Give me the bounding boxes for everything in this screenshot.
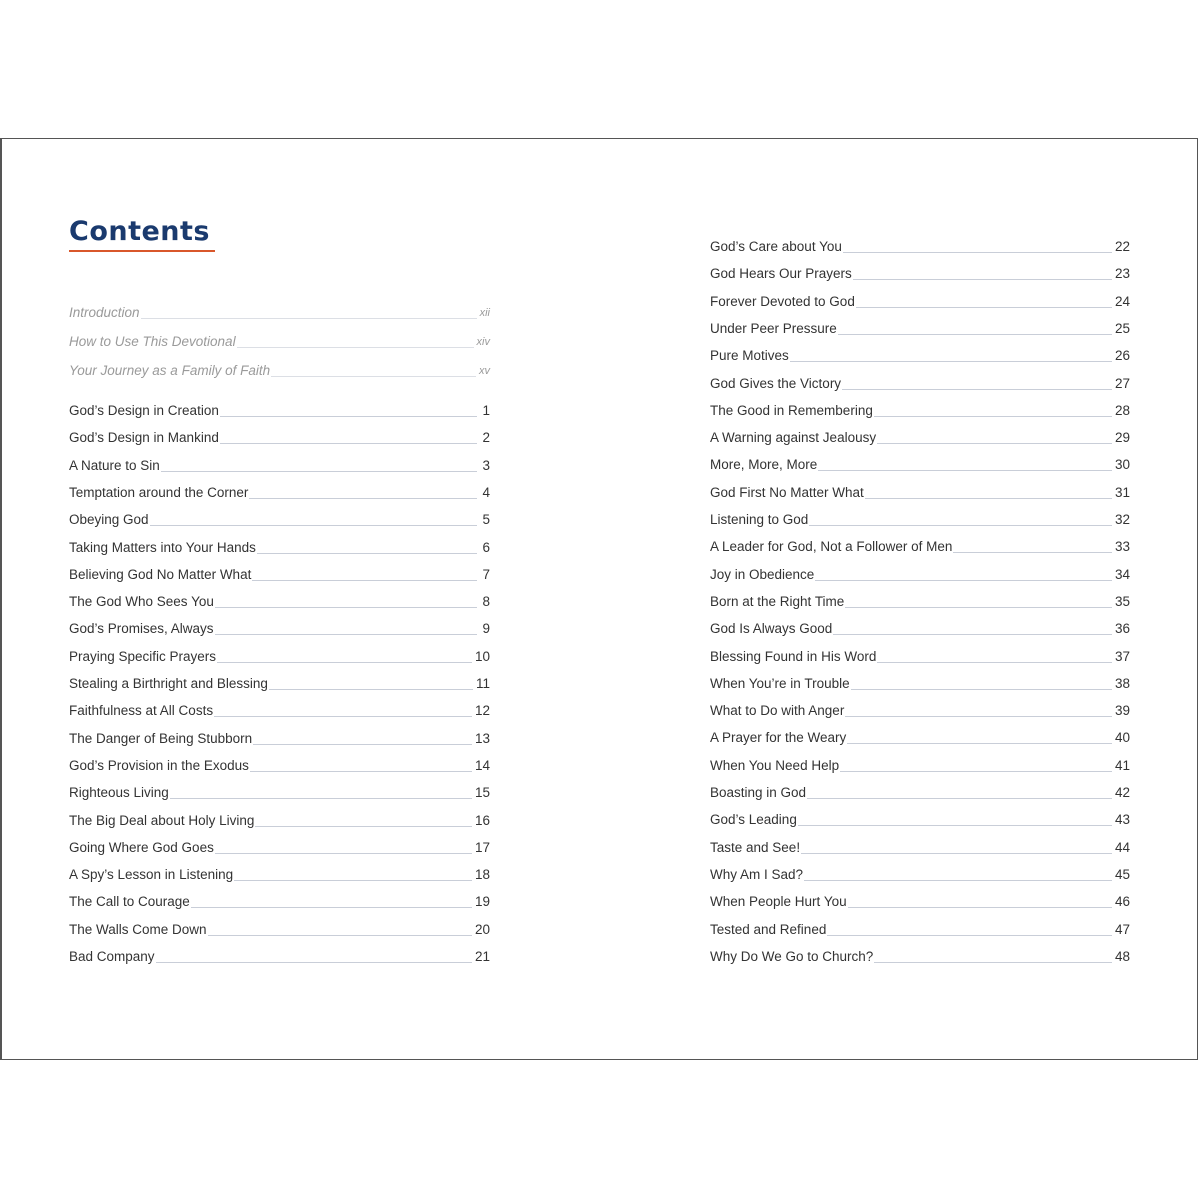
dot-leader: [237, 347, 474, 348]
toc-entry-page: 14: [474, 757, 490, 773]
toc-entry-title: Why Am I Sad?: [710, 866, 804, 882]
toc-entry-title: God’s Design in Creation: [69, 403, 219, 418]
dot-leader: [170, 798, 472, 799]
toc-entry: [69, 946, 490, 966]
toc-entry-page: 5: [482, 512, 490, 528]
toc-entry: [69, 755, 490, 775]
dot-leader: [215, 607, 477, 608]
toc-entry: [69, 728, 490, 748]
toc-entry: [69, 331, 490, 351]
dot-leader: [220, 416, 477, 417]
toc-entry-page: 20: [474, 921, 490, 937]
toc-entry-page: 12: [474, 703, 490, 719]
toc-entry-title: Obeying God: [69, 512, 149, 528]
toc-entry-page: 34: [1114, 566, 1130, 582]
toc-entry: [69, 509, 490, 529]
toc-entry: [710, 727, 1130, 747]
dot-leader: [790, 361, 1112, 362]
toc-entry-title: A Spy’s Lesson in Listening: [69, 867, 234, 883]
dot-leader: [851, 689, 1112, 690]
dot-leader: [843, 252, 1112, 253]
toc-entry-page: 7: [482, 566, 490, 582]
toc-entry: [69, 891, 490, 911]
toc-entry-title: Tested and Refined: [710, 921, 827, 937]
toc-entry-title: Temptation around the Corner: [69, 484, 249, 500]
toc-entry-page: 43: [1114, 812, 1130, 828]
toc-entry-page: 21: [474, 949, 490, 964]
toc-entry: [69, 646, 490, 666]
toc-entry-page: 46: [1114, 894, 1130, 910]
toc-entry-page: 33: [1114, 539, 1130, 555]
toc-entry: [710, 564, 1130, 584]
dot-leader: [953, 552, 1112, 553]
toc-entry-title: God’s Care about You: [710, 239, 842, 254]
toc-entry: [710, 400, 1130, 420]
toc-entry: [710, 946, 1130, 966]
toc-entry-page: 4: [482, 484, 490, 500]
dot-leader: [249, 498, 477, 499]
toc-entry-title: The Danger of Being Stubborn: [69, 730, 253, 746]
dot-leader: [150, 525, 477, 526]
toc-entry: [710, 700, 1130, 720]
dot-leader: [253, 744, 472, 745]
dot-leader: [853, 279, 1112, 280]
toc-entry: [710, 482, 1130, 502]
toc-entry-title: Under Peer Pressure: [710, 320, 837, 336]
toc-entry-title: Taste and See!: [710, 839, 801, 855]
toc-entry: [710, 919, 1130, 939]
toc-entry-title: Bad Company: [69, 949, 155, 964]
dot-leader: [848, 907, 1112, 908]
toc-entry: [710, 891, 1130, 911]
toc-entry-title: God’s Provision in the Exodus: [69, 757, 249, 773]
toc-entry-title: Taking Matters into Your Hands: [69, 539, 256, 555]
toc-entry-page: 2: [482, 430, 490, 446]
toc-entry-page: 22: [1114, 239, 1130, 254]
dot-leader: [234, 880, 472, 881]
dot-leader: [215, 853, 472, 854]
page-title: Contents: [69, 216, 211, 247]
dot-leader: [847, 743, 1112, 744]
toc-entry-title: Righteous Living: [69, 785, 169, 801]
toc-entry: [710, 864, 1130, 884]
toc-entry: [69, 400, 490, 420]
front-matter-list: [69, 302, 490, 382]
toc-entry: [69, 700, 490, 720]
toc-entry: [69, 919, 490, 939]
toc-entry-title: When People Hurt You: [710, 894, 847, 910]
toc-entry-title: Introduction: [69, 305, 140, 320]
toc-entry-title: God’s Design in Mankind: [69, 430, 219, 446]
toc-entry-page: xiv: [476, 336, 490, 348]
dot-leader: [827, 935, 1112, 936]
dot-leader: [255, 826, 472, 827]
toc-entry: [69, 837, 490, 857]
toc-entry-title: Forever Devoted to God: [710, 293, 855, 309]
dot-leader: [257, 553, 477, 554]
toc-entry-page: 36: [1114, 621, 1130, 637]
toc-entry: [710, 373, 1130, 393]
toc-entry: [69, 482, 490, 502]
toc-entry-title: God’s Promises, Always: [69, 621, 214, 637]
dot-leader: [191, 907, 472, 908]
toc-entry-page: 3: [482, 457, 490, 473]
toc-entry-title: God First No Matter What: [710, 484, 864, 500]
dot-leader: [815, 580, 1112, 581]
toc-entry: [69, 673, 490, 693]
dot-leader: [250, 771, 472, 772]
toc-entry-page: 28: [1114, 402, 1130, 418]
dot-leader: [220, 443, 477, 444]
toc-entry: [69, 618, 490, 638]
title-underline: [69, 250, 215, 252]
toc-entry-title: A Nature to Sin: [69, 457, 160, 473]
toc-entry: [710, 236, 1130, 256]
dot-leader: [217, 662, 472, 663]
toc-entry-title: Pure Motives: [710, 348, 789, 364]
dot-leader: [842, 389, 1112, 390]
dot-leader: [271, 376, 476, 377]
toc-entry-page: 27: [1114, 375, 1130, 391]
toc-entry-page: 38: [1114, 675, 1130, 691]
toc-entry: [710, 646, 1130, 666]
toc-entry-title: The Big Deal about Holy Living: [69, 812, 255, 828]
toc-entry-title: More, More, More: [710, 457, 818, 473]
toc-entry-page: 10: [474, 648, 490, 664]
toc-entry: [69, 427, 490, 447]
toc-entry-page: 31: [1114, 484, 1130, 500]
toc-entry: [69, 864, 490, 884]
toc-entry: [710, 782, 1130, 802]
dot-leader: [818, 470, 1112, 471]
toc-entry-title: God Is Always Good: [710, 621, 833, 637]
toc-entry: [69, 360, 490, 380]
toc-entry: [710, 318, 1130, 338]
toc-entry-title: The Walls Come Down: [69, 921, 207, 937]
dot-leader: [269, 689, 473, 690]
toc-entry-page: 8: [482, 594, 490, 610]
toc-entry-title: A Warning against Jealousy: [710, 430, 877, 446]
toc-entry-page: 37: [1114, 648, 1130, 664]
toc-entry-page: 32: [1114, 512, 1130, 527]
toc-entry-page: 23: [1114, 266, 1130, 282]
toc-entry-title: What to Do with Anger: [710, 703, 845, 719]
toc-entry-page: 45: [1114, 866, 1130, 882]
dot-leader: [833, 634, 1112, 635]
toc-entry-page: 19: [474, 894, 490, 910]
toc-entry-title: Born at the Right Time: [710, 593, 845, 609]
dot-leader: [845, 716, 1112, 717]
toc-entry: [710, 427, 1130, 447]
toc-entry: [710, 345, 1130, 365]
toc-entry-page: 29: [1114, 430, 1130, 446]
dot-leader: [161, 471, 477, 472]
toc-entry-title: Why Do We Go to Church?: [710, 948, 874, 964]
toc-entry: [69, 591, 490, 611]
toc-entry-page: 15: [474, 785, 490, 801]
toc-entry-title: A Leader for God, Not a Follower of Men: [710, 539, 953, 555]
dot-leader: [252, 580, 477, 581]
toc-entry-page: 30: [1114, 457, 1130, 473]
toc-entry: [69, 302, 490, 322]
toc-entry-title: Your Journey as a Family of Faith: [69, 363, 271, 378]
toc-entry-title: How to Use This Devotional: [69, 334, 236, 349]
toc-entry-page: 9: [482, 621, 490, 637]
dot-leader: [798, 825, 1112, 826]
toc-entry-title: Stealing a Birthright and Blessing: [69, 676, 268, 691]
dot-leader: [845, 607, 1112, 608]
dot-leader: [874, 962, 1112, 963]
toc-entry: [710, 673, 1130, 693]
toc-entry-page: 44: [1114, 839, 1130, 855]
toc-entry-page: xv: [479, 365, 490, 377]
toc-entry-title: The Call to Courage: [69, 894, 190, 910]
toc-entry: [69, 537, 490, 557]
dot-leader: [214, 716, 472, 717]
toc-entry-title: God’s Leading: [710, 812, 797, 828]
dot-leader: [141, 318, 477, 319]
toc-entry: [710, 536, 1130, 556]
toc-entry-title: Joy in Obedience: [710, 566, 815, 582]
toc-entry-page: 6: [482, 539, 490, 555]
toc-entry: [710, 591, 1130, 611]
toc-entry-page: 13: [474, 730, 490, 746]
toc-entry: [69, 810, 490, 830]
dot-leader: [840, 771, 1112, 772]
dot-leader: [807, 798, 1112, 799]
toc-entry-title: The Good in Remembering: [710, 402, 873, 418]
toc-entry-title: Blessing Found in His Word: [710, 648, 877, 664]
toc-entry-title: Going Where God Goes: [69, 839, 214, 855]
toc-entry-page: 17: [474, 839, 490, 855]
toc-entry-page: 47: [1114, 921, 1130, 937]
dot-leader: [215, 634, 477, 635]
toc-entry-page: 35: [1114, 593, 1130, 609]
dot-leader: [877, 443, 1112, 444]
toc-entry: [710, 509, 1130, 529]
dot-leader: [804, 880, 1112, 881]
toc-entry-title: Faithfulness at All Costs: [69, 703, 214, 719]
toc-entry-page: 18: [474, 867, 490, 883]
dot-leader: [208, 935, 472, 936]
toc-entry-page: 16: [474, 812, 490, 828]
toc-entry-page: 40: [1114, 730, 1130, 746]
toc-entry: [710, 618, 1130, 638]
toc-entry: [710, 809, 1130, 829]
contents-list-left: [69, 400, 490, 965]
toc-entry-title: God Gives the Victory: [710, 375, 842, 391]
toc-entry: [710, 454, 1130, 474]
toc-entry: [710, 755, 1130, 775]
contents-list-right: [710, 236, 1130, 966]
toc-entry-page: 42: [1114, 785, 1130, 800]
toc-entry-title: Believing God No Matter What: [69, 566, 252, 582]
dot-leader: [877, 662, 1112, 663]
toc-entry: [710, 291, 1130, 311]
dot-leader: [838, 334, 1112, 335]
toc-entry-page: 25: [1114, 320, 1130, 336]
toc-entry-page: 39: [1114, 703, 1130, 719]
dot-leader: [856, 307, 1112, 308]
dot-leader: [809, 525, 1112, 526]
toc-entry: [710, 837, 1130, 857]
toc-entry-page: 1: [482, 403, 490, 418]
dot-leader: [874, 416, 1112, 417]
toc-entry-page: xii: [479, 307, 490, 319]
toc-entry-title: When You’re in Trouble: [710, 675, 850, 691]
toc-entry-page: 48: [1114, 948, 1130, 964]
toc-entry-title: The God Who Sees You: [69, 594, 214, 610]
toc-entry-page: 24: [1114, 293, 1130, 309]
toc-entry-title: When You Need Help: [710, 757, 840, 773]
toc-entry-page: 11: [475, 676, 490, 691]
toc-entry: [710, 263, 1130, 283]
toc-entry-page: 41: [1114, 757, 1130, 773]
toc-entry-title: God Hears Our Prayers: [710, 266, 852, 282]
toc-entry-title: Praying Specific Prayers: [69, 648, 217, 664]
toc-entry: [69, 455, 490, 475]
toc-entry: [69, 782, 490, 802]
dot-leader: [865, 498, 1112, 499]
toc-entry-page: 26: [1114, 348, 1130, 364]
dot-leader: [801, 853, 1112, 854]
toc-entry-title: A Prayer for the Weary: [710, 730, 847, 746]
toc-entry-title: Boasting in God: [710, 785, 807, 800]
toc-entry-title: Listening to God: [710, 512, 809, 527]
toc-entry: [69, 564, 490, 584]
dot-leader: [156, 962, 472, 963]
